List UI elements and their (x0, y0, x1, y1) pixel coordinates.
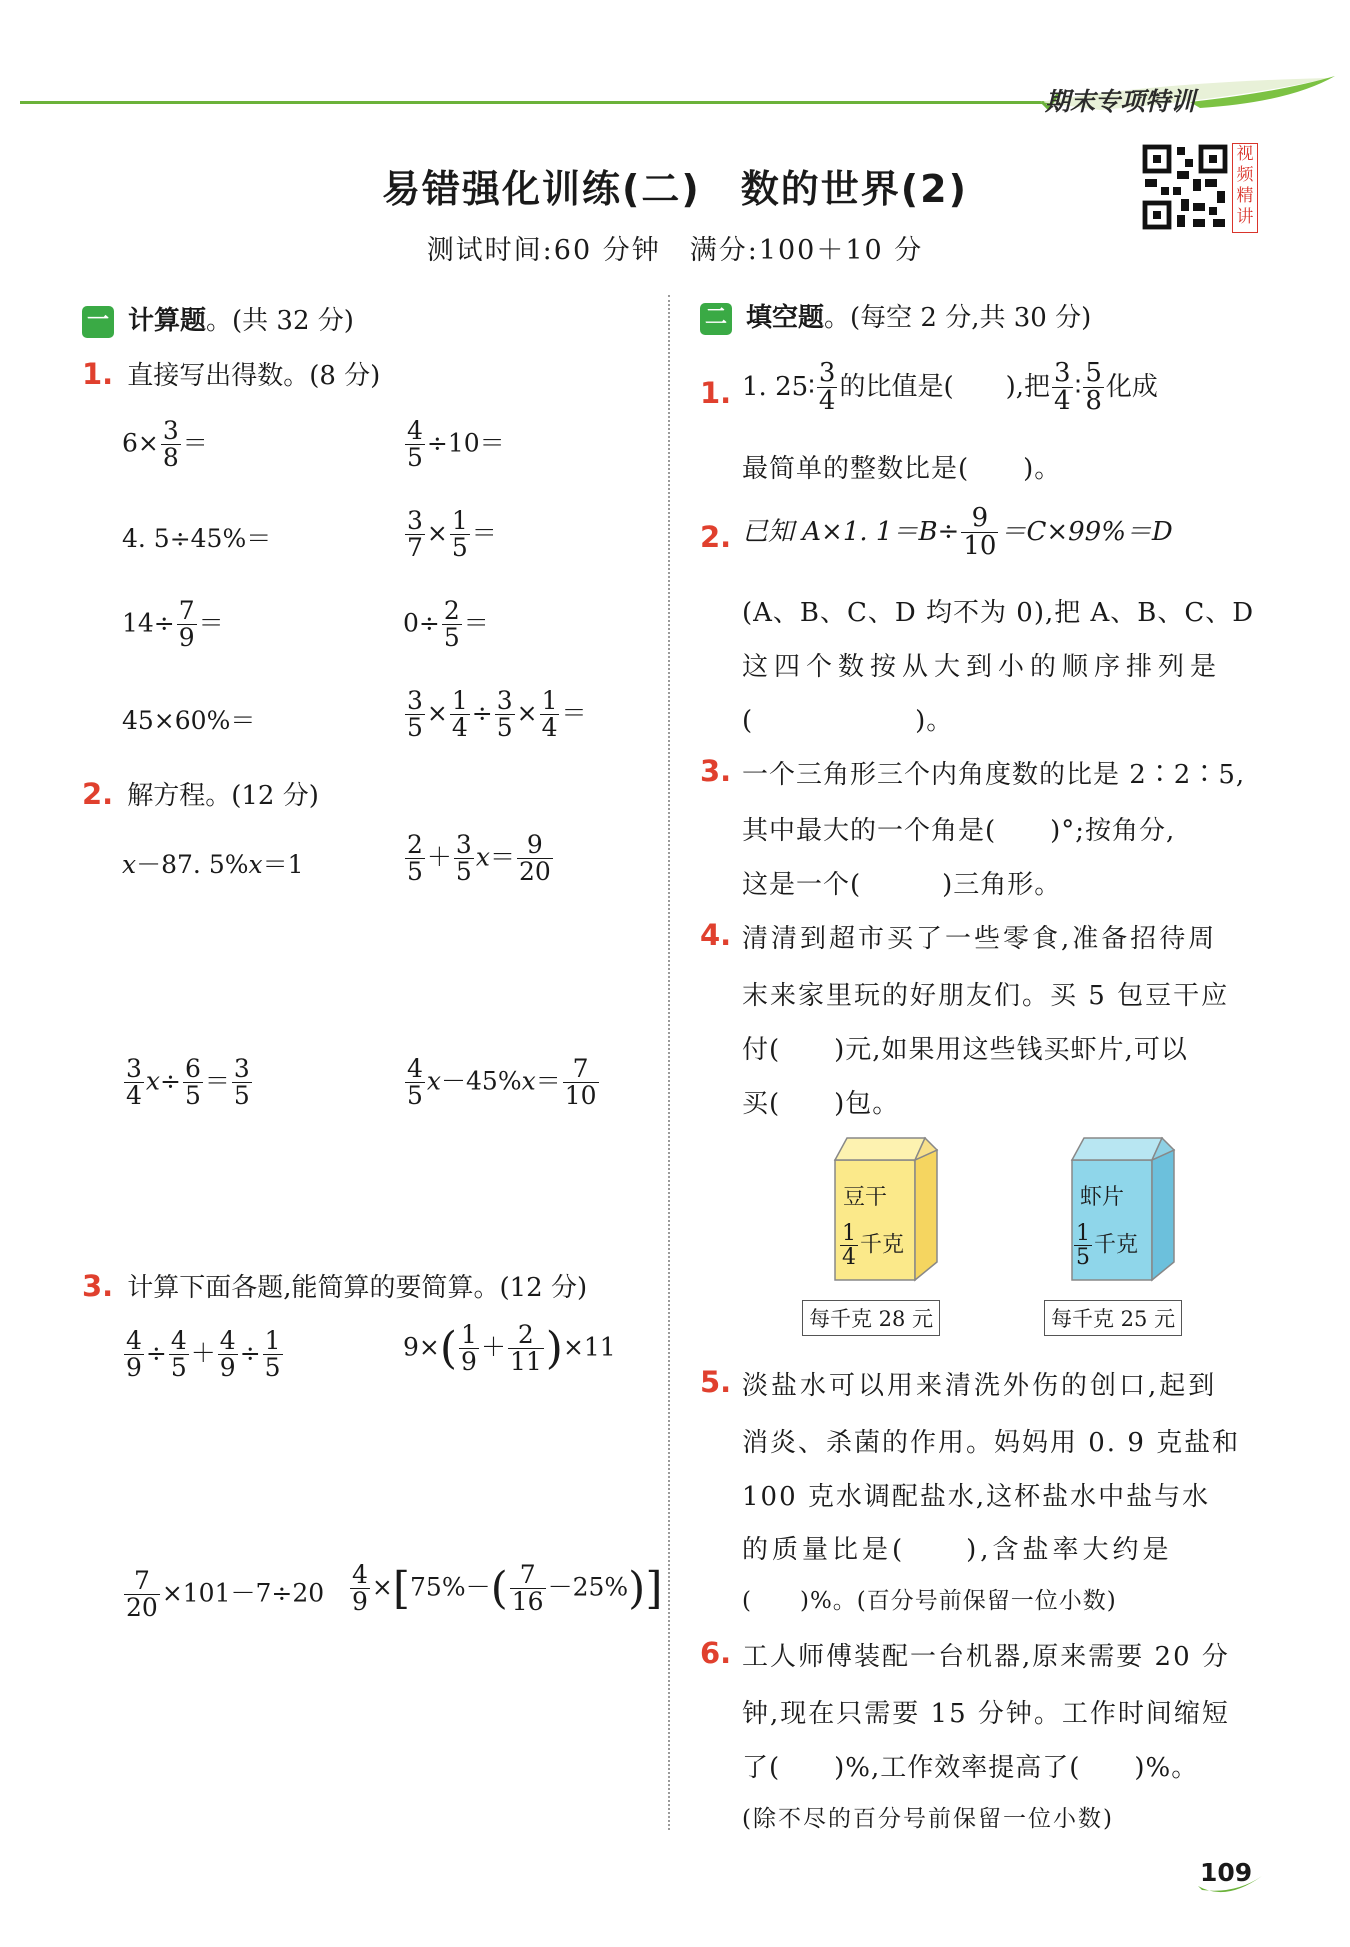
question-number: 3. (700, 754, 732, 788)
fill-question-3-line-1: 一个三角形三个内角度数的比是 2∶2∶5, (742, 760, 1246, 790)
fill-question-2-line-4: ( )。 (742, 706, 954, 736)
question-3-heading (82, 1267, 587, 1304)
equation: $\frac{2}{5}$ ＋ $\frac{3}{5}$ x＝ $\frac{9}{20}$ (407, 830, 551, 887)
section-badge: 一 (82, 306, 114, 338)
page-subtitle: 测试时间:60 分钟 满分:100＋10 分 (426, 235, 924, 266)
question-number: 1. (82, 357, 114, 391)
header-tag: 期末专项特训 (1045, 87, 1196, 116)
product-weight: $\frac{1}{4}$ 千克 (842, 1221, 905, 1271)
qr-video-label: 视 频 精 讲 (1232, 143, 1258, 233)
fill-question-6-line-3: 了( )%,工作效率提高了( )%。 (742, 1753, 1199, 1783)
fill-question-5-line-2: 消炎、杀菌的作用。妈妈用 0. 9 克盐和 (742, 1428, 1241, 1458)
product-weight: $\frac{1}{5}$ 千克 (1076, 1221, 1139, 1271)
question-number: 5. (700, 1365, 732, 1399)
expression: 4. 5÷45%＝ (122, 524, 272, 553)
question-text: 直接写出得数。(8 分) (127, 361, 381, 391)
section-title: 填空题 (746, 303, 825, 333)
product-name: 虾片 (1080, 1185, 1125, 1210)
expression: 6× $\frac{3}{8}$ ＝ (122, 416, 208, 473)
product-name: 豆干 (843, 1185, 888, 1210)
equation: x－87. 5%x＝1 (122, 850, 304, 879)
fill-question-2-line-3: 这四个数按从大到小的顺序排列是 (742, 652, 1223, 682)
expression: 9×( $\frac{1}{9}$ ＋ $\frac{2}{11}$ )×11 (403, 1320, 616, 1377)
fill-question-2-line-2: (A、B、C、D 均不为 0),把 A、B、C、D (742, 598, 1255, 628)
fill-question-3-line-3: 这是一个( )三角形。 (742, 870, 1062, 900)
fill-question-5-line-4: 的质量比是( ),含盐率大约是 (742, 1535, 1173, 1565)
fill-question-6-line-1: 工人师傅装配一台机器,原来需要 20 分 (742, 1642, 1230, 1672)
question-number: 4. (700, 918, 732, 952)
question-number: 6. (700, 1636, 732, 1670)
fill-question-4-line-3: 付( )元,如果用这些钱买虾片,可以 (742, 1035, 1188, 1065)
header-rule (20, 101, 1050, 104)
qr-code-icon[interactable] (1141, 143, 1229, 231)
page-title: 易错强化训练(二) 数的世界(2) (382, 167, 968, 211)
section-meta: 。(每空 2 分,共 30 分) (824, 303, 1092, 333)
question-2-heading (82, 775, 319, 812)
fill-question-1-line-2: 最简单的整数比是( )。 (742, 454, 1062, 484)
equation: $\frac{4}{5}$ x－45%x＝ $\frac{7}{10}$ (407, 1054, 597, 1111)
section-calculation-heading (82, 300, 354, 338)
fill-question-5-line-1: 淡盐水可以用来清洗外伤的创口,起到 (742, 1371, 1218, 1401)
expression: $\frac{3}{7}$ × $\frac{1}{5}$ ＝ (407, 506, 497, 563)
fill-question-6-line-4: (除不尽的百分号前保留一位小数) (742, 1806, 1114, 1832)
expression: $\frac{4}{5}$ ÷10＝ (407, 416, 505, 473)
section-title: 计算题 (128, 306, 207, 336)
fill-question-4-line-1: 清清到超市买了一些零食,准备招待周 (742, 924, 1218, 954)
expression: 0÷ $\frac{2}{5}$ ＝ (403, 596, 489, 653)
question-1-heading (82, 355, 380, 392)
section-badge: 二 (700, 303, 732, 335)
fill-question-4-line-2: 末来家里玩的好朋友们。买 5 包豆干应 (742, 981, 1230, 1011)
fill-question-5-line-5: ( )%。(百分号前保留一位小数) (742, 1588, 1117, 1614)
question-number: 2. (82, 777, 114, 811)
page-number: 109 (1200, 1858, 1253, 1887)
fill-question-1-line-1: 1. 25∶ $\frac{3}{4}$ 的比值是( ),把 $\frac{3}{4}$ ∶ $\frac{5}{8}$ 化成 (742, 358, 1158, 417)
equation: $\frac{3}{4}$ x÷ $\frac{6}{5}$ ＝ $\frac{3}{5}$ (126, 1054, 250, 1111)
product-price: 每千克 28 元 (802, 1300, 940, 1336)
section-meta: 。(共 32 分) (206, 306, 354, 336)
expression: $\frac{7}{20}$ ×101－7÷20 (126, 1566, 325, 1623)
product-price: 每千克 25 元 (1044, 1300, 1182, 1336)
column-divider (668, 295, 670, 1830)
expression: 45×60%＝ (122, 706, 256, 735)
expression: $\frac{4}{9}$ ×[75%－( $\frac{7}{16}$ －25%)] (352, 1560, 663, 1617)
question-text: 解方程。(12 分) (127, 781, 319, 811)
section-fill-heading (700, 297, 1091, 335)
fill-question-4-line-4: 买( )包。 (742, 1089, 900, 1119)
question-number: 2. (700, 520, 732, 554)
fill-question-3-line-2: 其中最大的一个角是( )°;按角分, (742, 816, 1176, 846)
fill-question-5-line-3: 100 克水调配盐水,这杯盐水中盐与水 (742, 1482, 1211, 1512)
question-text: 计算下面各题,能简算的要简算。(12 分) (127, 1273, 588, 1303)
expression: $\frac{3}{5}$ × $\frac{1}{4}$ ÷ $\frac{3}{5}$ × $\frac{1}{4}$ ＝ (407, 686, 587, 743)
question-number: 1. (700, 376, 732, 410)
question-number: 3. (82, 1269, 114, 1303)
fill-question-6-line-2: 钟,现在只需要 15 分钟。工作时间缩短 (742, 1699, 1230, 1729)
fill-question-2-line-1: 已知 A×1. 1＝B÷ $\frac{9}{10}$ ＝C×99%＝D (742, 503, 1173, 562)
expression: $\frac{4}{9}$ ÷ $\frac{4}{5}$ ＋ $\frac{4}{9}$ ÷ $\frac{1}{5}$ (126, 1326, 281, 1383)
expression: 14÷ $\frac{7}{9}$ ＝ (122, 596, 224, 653)
